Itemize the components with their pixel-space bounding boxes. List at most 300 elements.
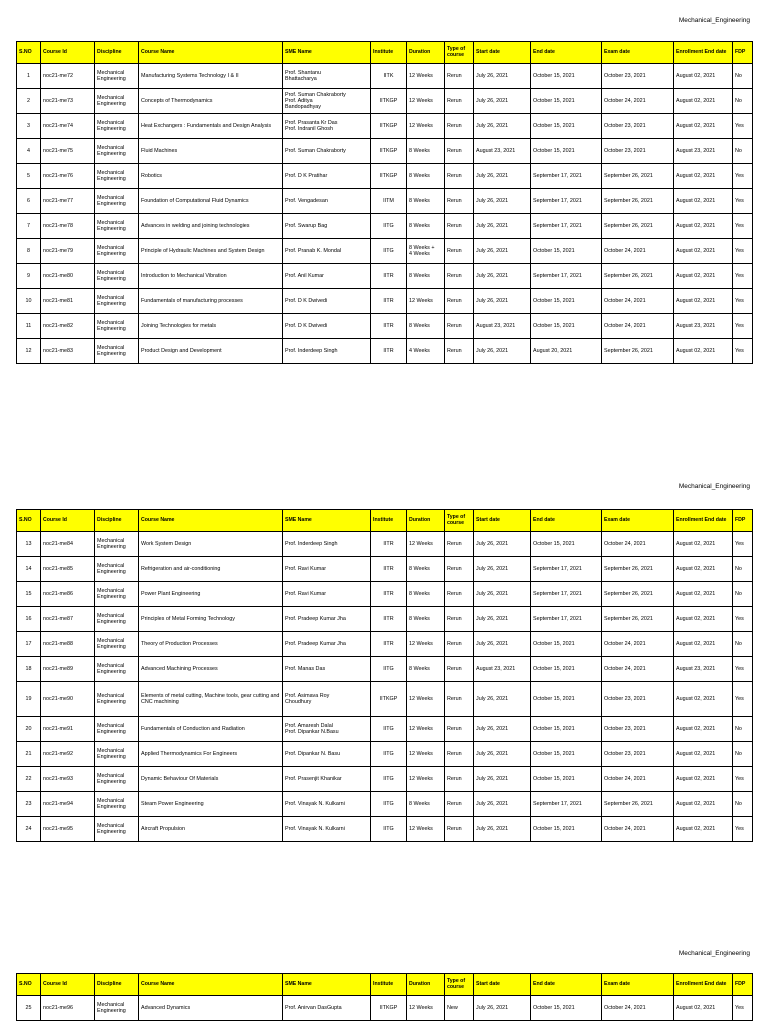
discipline-cell: Mechanical Engineering	[95, 996, 139, 1021]
course-id-cell: noc21-me88	[41, 632, 95, 657]
sno-cell: 7	[17, 214, 41, 239]
duration-cell: 12 Weeks	[407, 289, 445, 314]
institute-cell: IITG	[371, 767, 407, 792]
duration-cell: 12 Weeks	[407, 817, 445, 842]
institute-cell: IITR	[371, 264, 407, 289]
sme-name-cell: Prof. Ravi Kumar	[283, 582, 371, 607]
enrollment-end-cell: August 02, 2021	[674, 532, 733, 557]
sme-name-cell: Prof. Inderdeep Singh	[283, 339, 371, 364]
table-row	[17, 164, 753, 189]
end-date-cell: October 15, 2021	[531, 532, 602, 557]
duration-cell: 12 Weeks	[407, 114, 445, 139]
discipline-cell: Mechanical Engineering	[95, 314, 139, 339]
course-name-cell: Advanced Dynamics	[139, 996, 283, 1021]
sno-cell: 19	[17, 682, 41, 717]
sno-cell: 18	[17, 657, 41, 682]
end-date-cell: September 17, 2021	[531, 264, 602, 289]
fdp-cell: No	[733, 792, 753, 817]
discipline-cell: Mechanical Engineering	[95, 717, 139, 742]
discipline-cell: Mechanical Engineering	[95, 164, 139, 189]
institute-cell: IITG	[371, 817, 407, 842]
enrollment-end-cell: August 02, 2021	[674, 64, 733, 89]
type-cell: Rerun	[445, 532, 474, 557]
discipline-cell: Mechanical Engineering	[95, 657, 139, 682]
sme-name-cell: Prof. Vengadesan	[283, 189, 371, 214]
course-name-cell: Product Design and Development	[139, 339, 283, 364]
type-cell: Rerun	[445, 767, 474, 792]
exam-date-cell: October 24, 2021	[602, 89, 674, 114]
exam-date-cell: October 24, 2021	[602, 996, 674, 1021]
table-row	[17, 996, 753, 1021]
enrollment-end-cell: August 02, 2021	[674, 817, 733, 842]
start-date-cell: July 26, 2021	[474, 64, 531, 89]
type-cell: Rerun	[445, 264, 474, 289]
end-date-cell: October 15, 2021	[531, 89, 602, 114]
end-date-cell: September 17, 2021	[531, 214, 602, 239]
exam-date-cell: October 24, 2021	[602, 314, 674, 339]
header-exam: Exam date	[602, 42, 674, 64]
enrollment-end-cell: August 02, 2021	[674, 682, 733, 717]
start-date-cell: July 26, 2021	[474, 767, 531, 792]
page-label-1: Mechanical_Engineering	[678, 17, 750, 24]
course-name-cell: Robotics	[139, 164, 283, 189]
course-id-cell: noc21-me92	[41, 742, 95, 767]
enrollment-end-cell: August 02, 2021	[674, 339, 733, 364]
course-id-cell: noc21-me86	[41, 582, 95, 607]
header-sme-name: SME Name	[283, 42, 371, 64]
enrollment-end-cell: August 02, 2021	[674, 289, 733, 314]
header-sno: S.NO	[17, 974, 41, 996]
type-cell: Rerun	[445, 314, 474, 339]
discipline-cell: Mechanical Engineering	[95, 792, 139, 817]
exam-date-cell: October 24, 2021	[602, 657, 674, 682]
type-cell: Rerun	[445, 239, 474, 264]
fdp-cell: No	[733, 139, 753, 164]
enrollment-end-cell: August 02, 2021	[674, 792, 733, 817]
course-name-cell: Elements of metal cutting, Machine tools, gear cutting and CNC machining	[139, 682, 283, 717]
sno-cell: 4	[17, 139, 41, 164]
duration-cell: 8 Weeks	[407, 657, 445, 682]
course-name-cell: Foundation of Computational Fluid Dynamics	[139, 189, 283, 214]
header-discipline: Discipline	[95, 974, 139, 996]
discipline-cell: Mechanical Engineering	[95, 339, 139, 364]
duration-cell: 8 Weeks	[407, 607, 445, 632]
exam-date-cell: October 23, 2021	[602, 64, 674, 89]
course-id-cell: noc21-me74	[41, 114, 95, 139]
header-duration: Duration	[407, 510, 445, 532]
enrollment-end-cell: August 02, 2021	[674, 607, 733, 632]
exam-date-cell: September 26, 2021	[602, 607, 674, 632]
header-start: Start date	[474, 974, 531, 996]
discipline-cell: Mechanical Engineering	[95, 139, 139, 164]
sno-cell: 23	[17, 792, 41, 817]
discipline-cell: Mechanical Engineering	[95, 239, 139, 264]
duration-cell: 8 Weeks	[407, 557, 445, 582]
sno-cell: 8	[17, 239, 41, 264]
course-id-cell: noc21-me78	[41, 214, 95, 239]
table-row	[17, 89, 753, 114]
institute-cell: IITG	[371, 717, 407, 742]
start-date-cell: July 26, 2021	[474, 557, 531, 582]
sno-cell: 5	[17, 164, 41, 189]
institute-cell: IITKGP	[371, 89, 407, 114]
end-date-cell: August 20, 2021	[531, 339, 602, 364]
institute-cell: IITKGP	[371, 114, 407, 139]
type-cell: Rerun	[445, 164, 474, 189]
start-date-cell: August 23, 2021	[474, 139, 531, 164]
header-course-id: Course Id	[41, 42, 95, 64]
enrollment-end-cell: August 23, 2021	[674, 657, 733, 682]
header-fdp: FDP	[733, 510, 753, 532]
exam-date-cell: October 23, 2021	[602, 114, 674, 139]
fdp-cell: Yes	[733, 532, 753, 557]
duration-cell: 8 Weeks	[407, 139, 445, 164]
fdp-cell: Yes	[733, 607, 753, 632]
end-date-cell: September 17, 2021	[531, 164, 602, 189]
end-date-cell: September 17, 2021	[531, 607, 602, 632]
start-date-cell: July 26, 2021	[474, 817, 531, 842]
header-exam: Exam date	[602, 510, 674, 532]
page-label-2: Mechanical_Engineering	[678, 483, 750, 490]
header-end: End date	[531, 510, 602, 532]
start-date-cell: July 26, 2021	[474, 792, 531, 817]
enrollment-end-cell: August 02, 2021	[674, 239, 733, 264]
institute-cell: IITG	[371, 742, 407, 767]
end-date-cell: September 17, 2021	[531, 189, 602, 214]
type-cell: Rerun	[445, 214, 474, 239]
sme-name-cell: Prof. Amaresh Dalal Prof. Dipankar N.Basu	[283, 717, 371, 742]
course-id-cell: noc21-me75	[41, 139, 95, 164]
exam-date-cell: September 26, 2021	[602, 339, 674, 364]
exam-date-cell: October 24, 2021	[602, 239, 674, 264]
course-name-cell: Introduction to Mechanical Vibration	[139, 264, 283, 289]
fdp-cell: Yes	[733, 339, 753, 364]
sno-cell: 17	[17, 632, 41, 657]
sno-cell: 12	[17, 339, 41, 364]
course-id-cell: noc21-me95	[41, 817, 95, 842]
header-enrol-end: Enrollment End date	[674, 42, 733, 64]
discipline-cell: Mechanical Engineering	[95, 767, 139, 792]
sme-name-cell: Prof. Prasanta Kr Das Prof. Indranil Ghosh	[283, 114, 371, 139]
enrollment-end-cell: August 02, 2021	[674, 214, 733, 239]
table-row	[17, 717, 753, 742]
institute-cell: IITKGP	[371, 996, 407, 1021]
exam-date-cell: October 23, 2021	[602, 139, 674, 164]
end-date-cell: October 15, 2021	[531, 632, 602, 657]
course-name-cell: Refrigeration and air-conditioning	[139, 557, 283, 582]
table-row	[17, 632, 753, 657]
type-cell: Rerun	[445, 289, 474, 314]
sno-cell: 11	[17, 314, 41, 339]
sno-cell: 15	[17, 582, 41, 607]
course-name-cell: Steam Power Engineering	[139, 792, 283, 817]
end-date-cell: October 15, 2021	[531, 239, 602, 264]
header-end: End date	[531, 42, 602, 64]
institute-cell: IITG	[371, 239, 407, 264]
course-name-cell: Theory of Production Processes	[139, 632, 283, 657]
start-date-cell: July 26, 2021	[474, 239, 531, 264]
type-cell: Rerun	[445, 114, 474, 139]
discipline-cell: Mechanical Engineering	[95, 557, 139, 582]
exam-date-cell: September 26, 2021	[602, 582, 674, 607]
course-id-cell: noc21-me72	[41, 64, 95, 89]
exam-date-cell: September 26, 2021	[602, 214, 674, 239]
table-row	[17, 214, 753, 239]
course-id-cell: noc21-me89	[41, 657, 95, 682]
course-id-cell: noc21-me73	[41, 89, 95, 114]
institute-cell: IITG	[371, 214, 407, 239]
start-date-cell: July 26, 2021	[474, 289, 531, 314]
header-discipline: Discipline	[95, 510, 139, 532]
duration-cell: 12 Weeks	[407, 632, 445, 657]
header-sme-name: SME Name	[283, 510, 371, 532]
type-cell: Rerun	[445, 582, 474, 607]
sme-name-cell: Prof. Pranab K. Mondal	[283, 239, 371, 264]
start-date-cell: July 26, 2021	[474, 996, 531, 1021]
sno-cell: 16	[17, 607, 41, 632]
course-id-cell: noc21-me79	[41, 239, 95, 264]
fdp-cell: Yes	[733, 657, 753, 682]
course-name-cell: Fundamentals of manufacturing processes	[139, 289, 283, 314]
end-date-cell: October 15, 2021	[531, 314, 602, 339]
end-date-cell: October 15, 2021	[531, 64, 602, 89]
course-name-cell: Fundamentals of Conduction and Radiation	[139, 717, 283, 742]
discipline-cell: Mechanical Engineering	[95, 114, 139, 139]
course-id-cell: noc21-me76	[41, 164, 95, 189]
fdp-cell: Yes	[733, 996, 753, 1021]
course-id-cell: noc21-me96	[41, 996, 95, 1021]
sme-name-cell: Prof. Shantanu Bhattacharya	[283, 64, 371, 89]
course-name-cell: Work System Design	[139, 532, 283, 557]
end-date-cell: September 17, 2021	[531, 582, 602, 607]
fdp-cell: No	[733, 64, 753, 89]
table-row	[17, 557, 753, 582]
discipline-cell: Mechanical Engineering	[95, 264, 139, 289]
table-row	[17, 314, 753, 339]
fdp-cell: No	[733, 742, 753, 767]
table-row	[17, 64, 753, 89]
table-row	[17, 742, 753, 767]
table-row	[17, 114, 753, 139]
course-table-3	[16, 973, 753, 1021]
enrollment-end-cell: August 02, 2021	[674, 767, 733, 792]
course-name-cell: Concepts of Thermodynamics	[139, 89, 283, 114]
duration-cell: 12 Weeks	[407, 89, 445, 114]
sme-name-cell: Prof. Vinayak N. Kulkarni	[283, 792, 371, 817]
institute-cell: IITR	[371, 289, 407, 314]
enrollment-end-cell: August 02, 2021	[674, 582, 733, 607]
institute-cell: IITM	[371, 189, 407, 214]
header-sno: S.NO	[17, 510, 41, 532]
table-row	[17, 767, 753, 792]
discipline-cell: Mechanical Engineering	[95, 532, 139, 557]
course-table-1	[16, 41, 753, 364]
table-row	[17, 682, 753, 717]
sno-cell: 1	[17, 64, 41, 89]
course-name-cell: Advanced Machining Processes	[139, 657, 283, 682]
discipline-cell: Mechanical Engineering	[95, 189, 139, 214]
fdp-cell: No	[733, 582, 753, 607]
institute-cell: IITG	[371, 657, 407, 682]
sme-name-cell: Prof. D K Pratihar	[283, 164, 371, 189]
enrollment-end-cell: August 02, 2021	[674, 114, 733, 139]
course-id-cell: noc21-me90	[41, 682, 95, 717]
duration-cell: 8 Weeks	[407, 264, 445, 289]
institute-cell: IITKGP	[371, 139, 407, 164]
duration-cell: 4 Weeks	[407, 339, 445, 364]
header-type: Type of course	[445, 510, 474, 532]
fdp-cell: Yes	[733, 817, 753, 842]
sme-name-cell: Prof. Prasenjit Khanikar	[283, 767, 371, 792]
header-institute: Institute	[371, 974, 407, 996]
course-id-cell: noc21-me81	[41, 289, 95, 314]
course-name-cell: Principle of Hydraulic Machines and System Design	[139, 239, 283, 264]
end-date-cell: October 15, 2021	[531, 767, 602, 792]
start-date-cell: July 26, 2021	[474, 339, 531, 364]
sme-name-cell: Prof. Pradeep Kumar Jha	[283, 607, 371, 632]
end-date-cell: October 15, 2021	[531, 289, 602, 314]
header-end: End date	[531, 974, 602, 996]
duration-cell: 12 Weeks	[407, 996, 445, 1021]
sme-name-cell: Prof. Vinayak N. Kulkarni	[283, 817, 371, 842]
fdp-cell: Yes	[733, 314, 753, 339]
end-date-cell: September 17, 2021	[531, 792, 602, 817]
discipline-cell: Mechanical Engineering	[95, 682, 139, 717]
start-date-cell: July 26, 2021	[474, 582, 531, 607]
fdp-cell: Yes	[733, 164, 753, 189]
sno-cell: 10	[17, 289, 41, 314]
start-date-cell: July 26, 2021	[474, 164, 531, 189]
header-course-name: Course Name	[139, 974, 283, 996]
start-date-cell: July 26, 2021	[474, 189, 531, 214]
start-date-cell: July 26, 2021	[474, 632, 531, 657]
table-row	[17, 582, 753, 607]
discipline-cell: Mechanical Engineering	[95, 817, 139, 842]
enrollment-end-cell: August 02, 2021	[674, 264, 733, 289]
course-name-cell: Joining Technologies for metals	[139, 314, 283, 339]
institute-cell: IITKGP	[371, 682, 407, 717]
type-cell: Rerun	[445, 657, 474, 682]
duration-cell: 12 Weeks	[407, 717, 445, 742]
type-cell: Rerun	[445, 742, 474, 767]
duration-cell: 8 Weeks	[407, 314, 445, 339]
enrollment-end-cell: August 23, 2021	[674, 314, 733, 339]
table-row	[17, 264, 753, 289]
enrollment-end-cell: August 02, 2021	[674, 89, 733, 114]
course-id-cell: noc21-me93	[41, 767, 95, 792]
course-table-2	[16, 509, 753, 842]
header-duration: Duration	[407, 42, 445, 64]
course-id-cell: noc21-me82	[41, 314, 95, 339]
table-row	[17, 657, 753, 682]
header-type: Type of course	[445, 974, 474, 996]
course-id-cell: noc21-me77	[41, 189, 95, 214]
exam-date-cell: October 24, 2021	[602, 632, 674, 657]
page-label-3: Mechanical_Engineering	[678, 950, 750, 957]
exam-date-cell: October 24, 2021	[602, 289, 674, 314]
course-name-cell: Applied Thermodynamics For Engineers	[139, 742, 283, 767]
sme-name-cell: Prof. Anirvan DasGupta	[283, 996, 371, 1021]
sno-cell: 22	[17, 767, 41, 792]
start-date-cell: July 26, 2021	[474, 89, 531, 114]
discipline-cell: Mechanical Engineering	[95, 742, 139, 767]
start-date-cell: July 26, 2021	[474, 114, 531, 139]
course-id-cell: noc21-me91	[41, 717, 95, 742]
header-course-id: Course Id	[41, 510, 95, 532]
type-cell: Rerun	[445, 682, 474, 717]
enrollment-end-cell: August 02, 2021	[674, 996, 733, 1021]
header-course-name: Course Name	[139, 510, 283, 532]
end-date-cell: October 15, 2021	[531, 817, 602, 842]
course-id-cell: noc21-me84	[41, 532, 95, 557]
discipline-cell: Mechanical Engineering	[95, 607, 139, 632]
end-date-cell: October 15, 2021	[531, 114, 602, 139]
duration-cell: 12 Weeks	[407, 742, 445, 767]
fdp-cell: No	[733, 717, 753, 742]
enrollment-end-cell: August 02, 2021	[674, 717, 733, 742]
header-row	[17, 42, 753, 64]
exam-date-cell: October 24, 2021	[602, 817, 674, 842]
start-date-cell: July 26, 2021	[474, 742, 531, 767]
sme-name-cell: Prof. D K Dwivedi	[283, 289, 371, 314]
end-date-cell: October 15, 2021	[531, 657, 602, 682]
duration-cell: 12 Weeks	[407, 682, 445, 717]
sme-name-cell: Prof. Pradeep Kumar Jha	[283, 632, 371, 657]
enrollment-end-cell: August 02, 2021	[674, 557, 733, 582]
enrollment-end-cell: August 02, 2021	[674, 632, 733, 657]
table-row	[17, 532, 753, 557]
table-row	[17, 239, 753, 264]
duration-cell: 8 Weeks	[407, 164, 445, 189]
header-enrol-end: Enrollment End date	[674, 974, 733, 996]
table-row	[17, 139, 753, 164]
institute-cell: IITR	[371, 607, 407, 632]
discipline-cell: Mechanical Engineering	[95, 632, 139, 657]
discipline-cell: Mechanical Engineering	[95, 289, 139, 314]
header-type: Type of course	[445, 42, 474, 64]
duration-cell: 12 Weeks	[407, 532, 445, 557]
exam-date-cell: October 24, 2021	[602, 532, 674, 557]
start-date-cell: July 26, 2021	[474, 532, 531, 557]
sme-name-cell: Prof. Suman Chakraborty	[283, 139, 371, 164]
header-fdp: FDP	[733, 42, 753, 64]
header-duration: Duration	[407, 974, 445, 996]
institute-cell: IITKGP	[371, 164, 407, 189]
sno-cell: 14	[17, 557, 41, 582]
exam-date-cell: October 24, 2021	[602, 767, 674, 792]
fdp-cell: Yes	[733, 264, 753, 289]
header-discipline: Discipline	[95, 42, 139, 64]
start-date-cell: August 23, 2021	[474, 314, 531, 339]
sme-name-cell: Prof. Ravi Kumar	[283, 557, 371, 582]
start-date-cell: July 26, 2021	[474, 682, 531, 717]
type-cell: Rerun	[445, 89, 474, 114]
fdp-cell: Yes	[733, 239, 753, 264]
fdp-cell: Yes	[733, 114, 753, 139]
table-row	[17, 339, 753, 364]
end-date-cell: October 15, 2021	[531, 742, 602, 767]
header-start: Start date	[474, 42, 531, 64]
course-name-cell: Principles of Metal Forming Technology	[139, 607, 283, 632]
course-name-cell: Fluid Machines	[139, 139, 283, 164]
enrollment-end-cell: August 02, 2021	[674, 164, 733, 189]
table-row	[17, 817, 753, 842]
exam-date-cell: September 26, 2021	[602, 264, 674, 289]
end-date-cell: October 15, 2021	[531, 717, 602, 742]
header-exam: Exam date	[602, 974, 674, 996]
start-date-cell: July 26, 2021	[474, 214, 531, 239]
exam-date-cell: September 26, 2021	[602, 792, 674, 817]
